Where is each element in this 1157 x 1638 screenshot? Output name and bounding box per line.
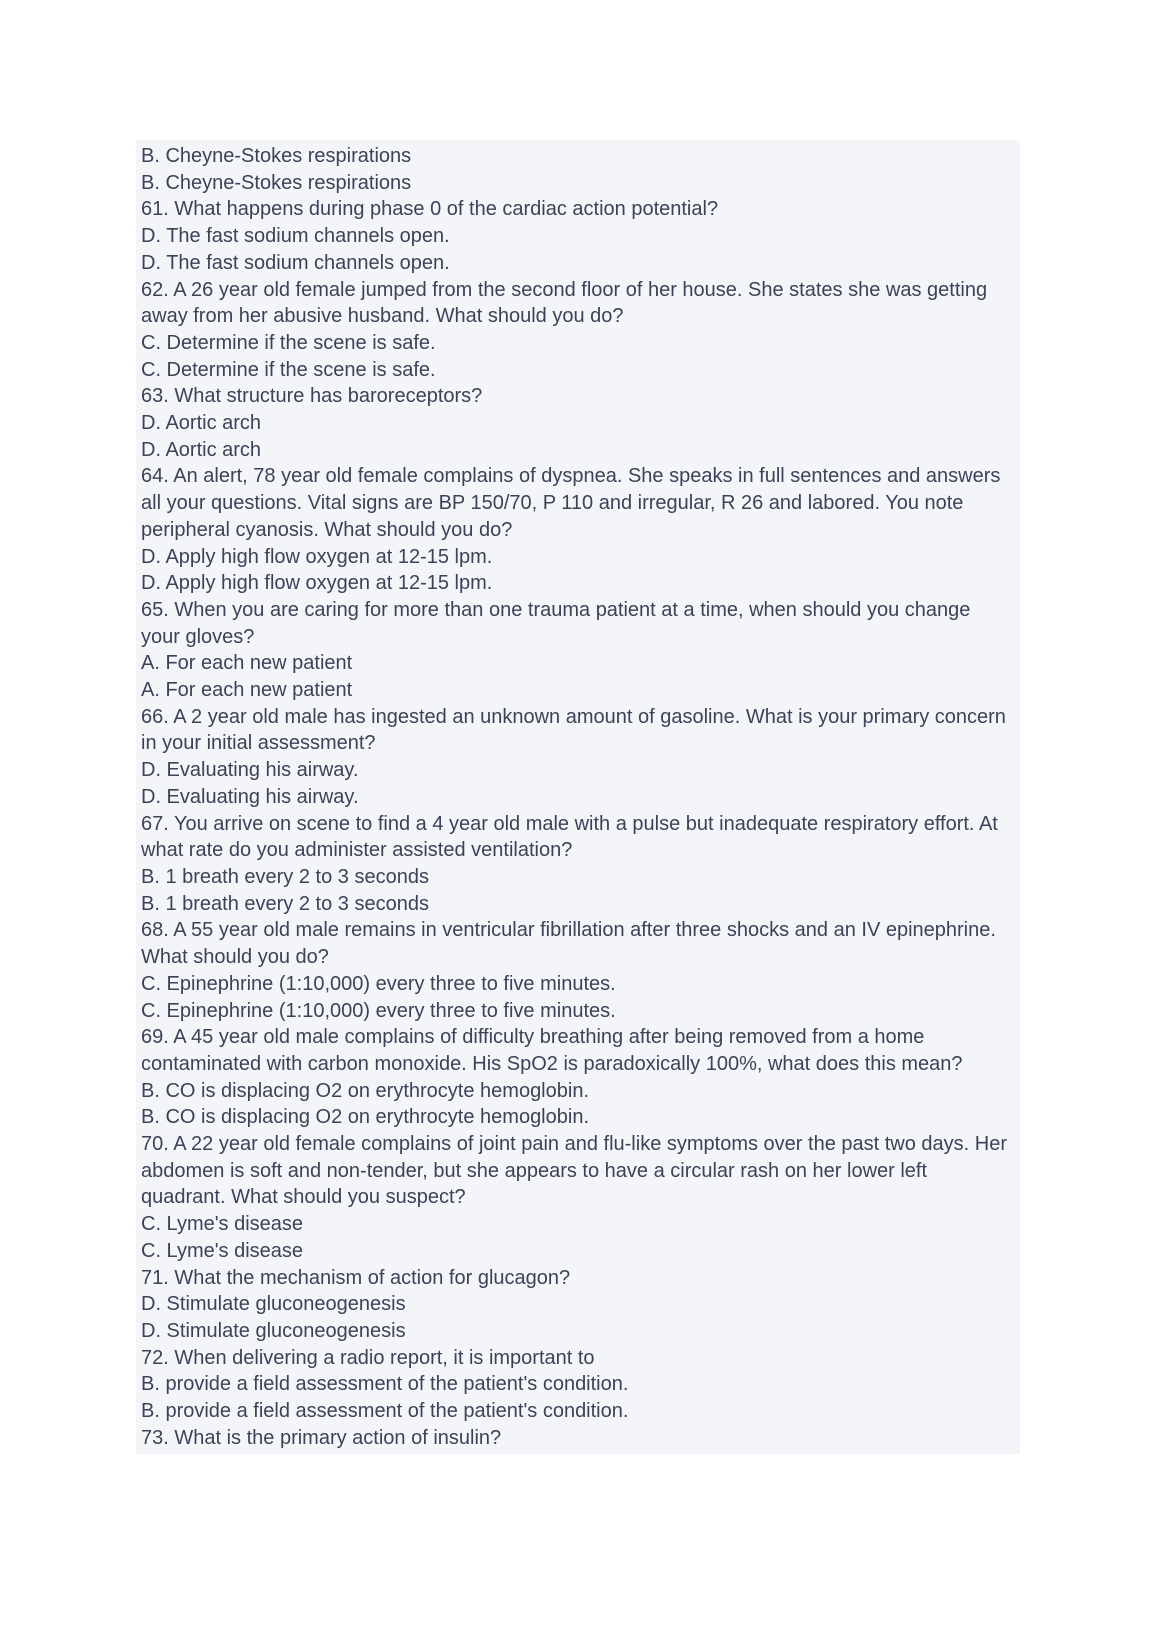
quiz-answer-line: B. 1 breath every 2 to 3 seconds — [141, 865, 429, 888]
quiz-question-line: 61. What happens during phase 0 of the cardiac action potential? — [141, 198, 719, 221]
quiz-answer-line: D. Stimulate gluconeogenesis — [141, 1293, 406, 1316]
quiz-answer-line: D. Aortic arch — [141, 438, 262, 461]
quiz-question-line: 73. What is the primary action of insulin? — [141, 1426, 502, 1449]
quiz-answer-line: D. Evaluating his airway. — [141, 785, 359, 808]
quiz-answer-line: A. For each new patient — [141, 679, 353, 702]
quiz-answer-line: B. provide a field assessment of the patient's condition. — [141, 1373, 629, 1396]
quiz-answer-line: C. Lyme's disease — [141, 1239, 304, 1262]
quiz-question-line: 72. When delivering a radio report, it is important to — [141, 1346, 595, 1369]
quiz-question-line: 63. What structure has baroreceptors? — [141, 385, 483, 408]
quiz-answer-line: B. CO is displacing O2 on erythrocyte hemoglobin. — [141, 1106, 589, 1129]
quiz-question-line: 70. A 22 year old female complains of joint pain and flu-like symptoms over the past two days. Her abdomen is soft and non-tender, but she appears to have a circular rash on her lower left quadrant. What should you suspect? — [141, 1133, 1007, 1209]
quiz-answer-line: D. Stimulate gluconeogenesis — [141, 1319, 406, 1342]
quiz-answer-line: A. For each new patient — [141, 652, 353, 675]
quiz-answer-line: C. Determine if the scene is safe. — [141, 331, 436, 354]
quiz-question-line: 65. When you are caring for more than one trauma patient at a time, when should you change your gloves? — [141, 598, 971, 648]
quiz-answer-line: C. Epinephrine (1:10,000) every three to five minutes. — [141, 972, 616, 995]
quiz-answer-line: C. Lyme's disease — [141, 1213, 304, 1236]
quiz-question-line: 71. What the mechanism of action for glucagon? — [141, 1266, 571, 1289]
quiz-question-line: 67. You arrive on scene to find a 4 year old male with a pulse but inadequate respiratory effort. At what rate do you administer assisted ventilation? — [141, 812, 998, 862]
quiz-question-line: 62. A 26 year old female jumped from the second floor of her house. She states she was getting away from her abusive husband. What should you do? — [141, 278, 988, 328]
quiz-question-line: 69. A 45 year old male complains of difficulty breathing after being removed from a home contaminated with carbon monoxide. His SpO2 is paradoxically 100%, what does this mean? — [141, 1026, 963, 1075]
quiz-answer-line: D. Apply high flow oxygen at 12-15 lpm. — [141, 572, 493, 595]
quiz-question-line: 64. An alert, 78 year old female complains of dyspnea. She speaks in full sentences and answers all your questions. Vital signs are BP 150/70, P 110 and irregular, R 26 and labored. You note peripheral cyanosis. What should you do? — [141, 465, 1001, 541]
quiz-answer-line: B. provide a field assessment of the patient's condition. — [141, 1400, 629, 1423]
quiz-answer-line: B. Cheyne-Stokes respirations — [141, 171, 412, 194]
quiz-answer-line: D. Evaluating his airway. — [141, 759, 359, 782]
quiz-answer-line: D. Apply high flow oxygen at 12-15 lpm. — [141, 545, 493, 568]
quiz-answer-line: D. Aortic arch — [141, 412, 262, 435]
quiz-question-line: 66. A 2 year old male has ingested an unknown amount of gasoline. What is your primary concern in your initial assessment? — [141, 705, 1006, 755]
quiz-answer-line: B. 1 breath every 2 to 3 seconds — [141, 892, 429, 915]
quiz-answer-line: C. Determine if the scene is safe. — [141, 358, 436, 381]
quiz-answer-line: D. The fast sodium channels open. — [141, 251, 450, 274]
quiz-text-block — [136, 140, 1020, 1454]
quiz-answer-line: C. Epinephrine (1:10,000) every three to five minutes. — [141, 999, 616, 1022]
quiz-question-line: 68. A 55 year old male remains in ventricular fibrillation after three shocks and an IV epinephrine. What should you do? — [141, 919, 996, 969]
quiz-answer-line: B. Cheyne-Stokes respirations — [141, 145, 412, 167]
quiz-answer-line: B. CO is displacing O2 on erythrocyte hemoglobin. — [141, 1079, 589, 1102]
quiz-answer-line: D. The fast sodium channels open. — [141, 225, 450, 248]
